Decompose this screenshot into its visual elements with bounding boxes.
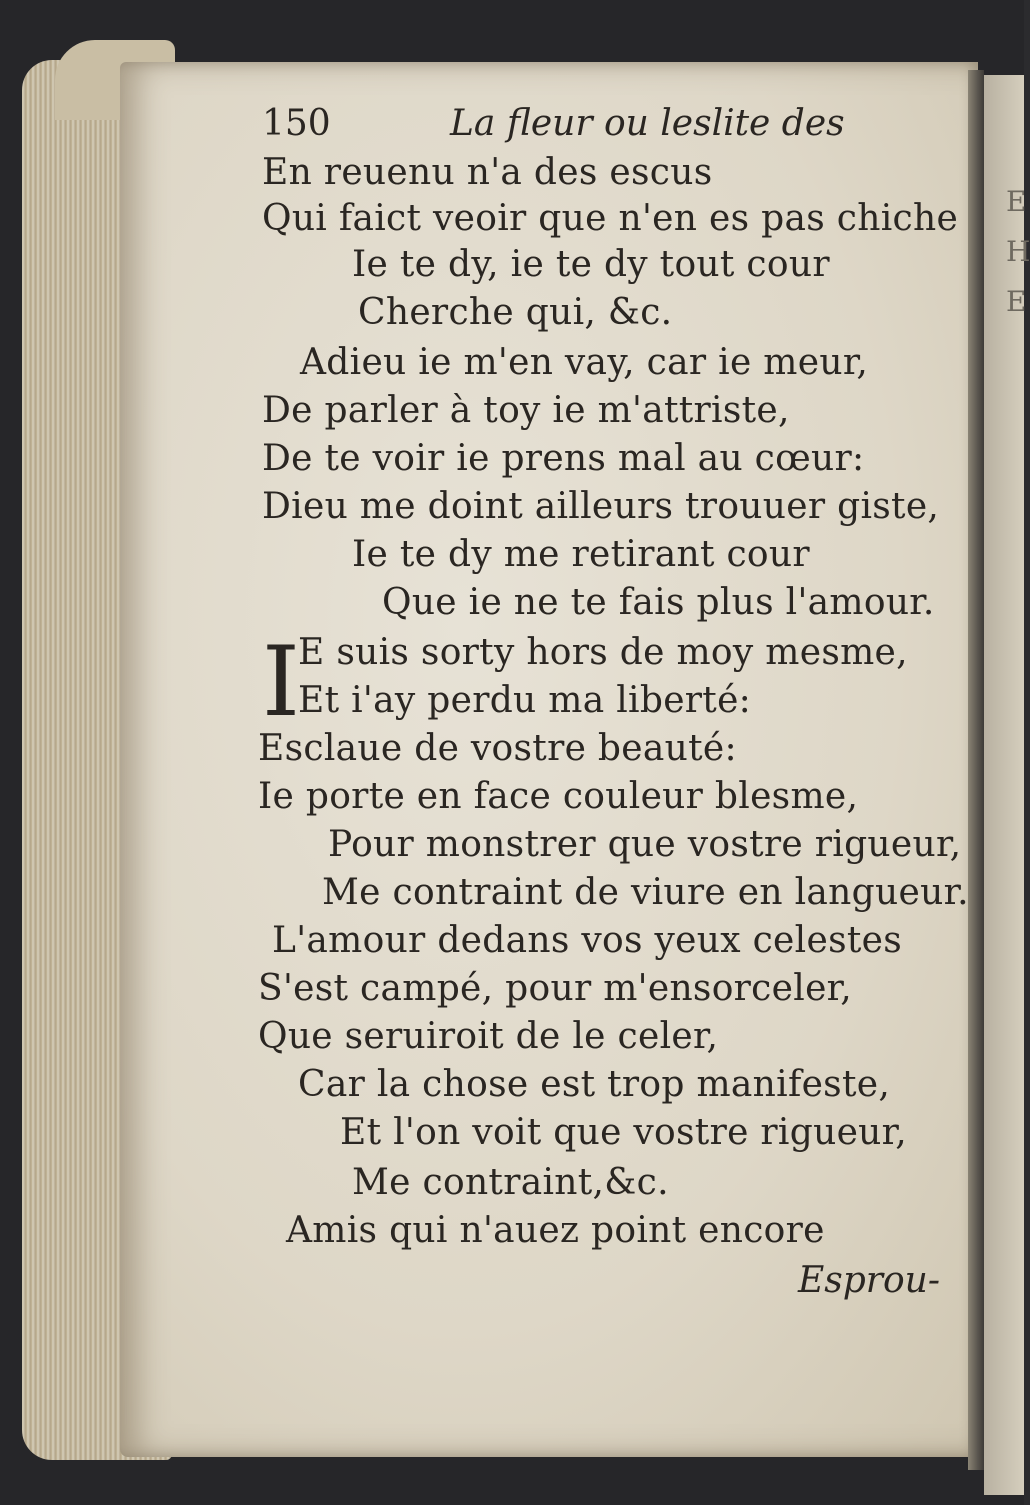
verse-line: L'amour dedans vos yeux celestes <box>272 920 902 961</box>
verse-line: Amis qui n'auez point encore <box>286 1210 825 1251</box>
verse-line: Adieu ie m'en vay, car ie meur, <box>300 342 869 383</box>
verse-line: Dieu me doint ailleurs trouuer giste, <box>262 486 940 527</box>
verse-line: Me contraint de viure en langueur. <box>322 872 969 913</box>
verse-line: Cherche qui, &c. <box>358 292 673 333</box>
verse-line: Et l'on voit que vostre rigueur, <box>340 1112 907 1153</box>
verse-line: Et i'ay perdu ma liberté: <box>298 680 752 721</box>
verse-line: Car la chose est trop manifeste, <box>298 1064 891 1105</box>
verse-line: De parler à toy ie m'attriste, <box>262 390 790 431</box>
drop-cap: I <box>262 626 300 738</box>
facing-page-fragment: H <box>1006 235 1030 268</box>
verse-line: Que seruiroit de le celer, <box>258 1016 719 1057</box>
verse-line: Que ie ne te fais plus l'amour. <box>382 582 935 623</box>
verse-line: Ie porte en face couleur blesme, <box>258 776 859 817</box>
page-number: 150 <box>262 103 331 144</box>
verse-line: Ie te dy, ie te dy tout cour <box>352 244 830 285</box>
verse-line: S'est campé, pour m'ensorceler, <box>258 968 852 1009</box>
running-title: La fleur ou leslite des <box>450 103 845 144</box>
facing-page-fragment: E <box>1006 285 1027 318</box>
verse-line: Me contraint,&c. <box>352 1162 669 1203</box>
verse-line: Pour monstrer que vostre rigueur, <box>328 824 962 865</box>
verse-line: E suis sorty hors de moy mesme, <box>298 632 908 673</box>
verse-line: Esclaue de vostre beauté: <box>258 728 737 769</box>
verse-line: Ie te dy me retirant cour <box>352 534 810 575</box>
verse-line: En reuenu n'a des escus <box>262 152 713 193</box>
verse-line: Qui faict veoir que n'en es pas chiche <box>262 198 959 239</box>
facing-page-fragment: E <box>1006 185 1027 218</box>
verse-line: De te voir ie prens mal au cœur: <box>262 438 865 479</box>
catchword: Esprou- <box>798 1260 941 1301</box>
